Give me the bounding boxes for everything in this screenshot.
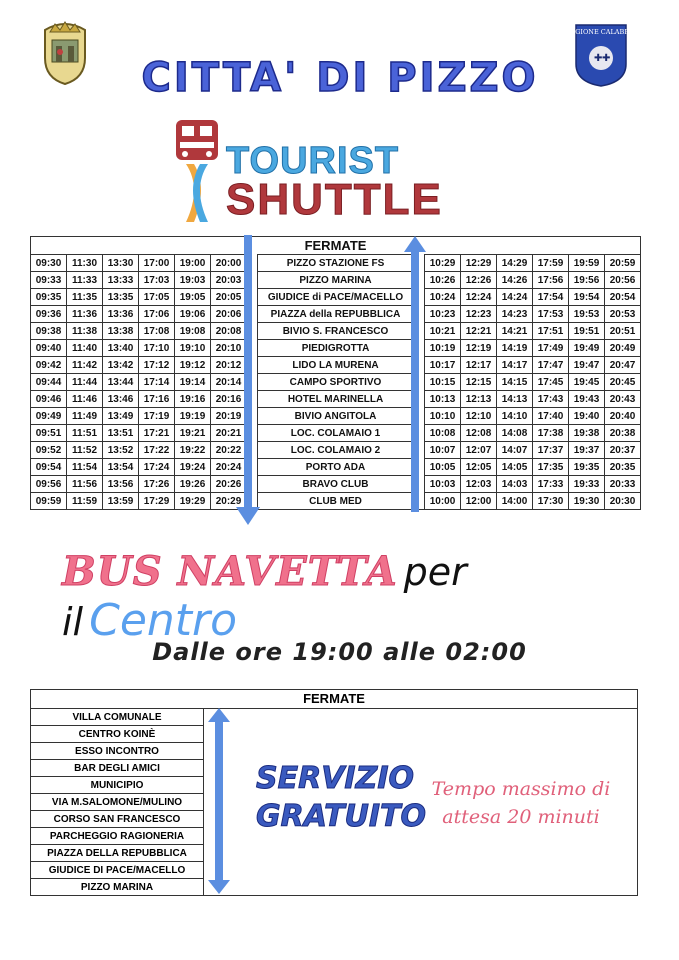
outbound-time-cell: 13:30 bbox=[103, 255, 139, 272]
outbound-time-cell: 17:19 bbox=[139, 408, 175, 425]
stop-name-cell: PIEDIGROTTA bbox=[258, 340, 414, 357]
return-time-cell: 14:29 bbox=[497, 255, 533, 272]
centro-stop-name: VIA M.SALOMONE/MULINO bbox=[31, 794, 204, 811]
return-time-cell: 10:15 bbox=[425, 374, 461, 391]
return-time-cell: 19:37 bbox=[569, 442, 605, 459]
outbound-time-cell: 11:59 bbox=[67, 493, 103, 510]
timetable-row bbox=[31, 272, 641, 289]
return-time-cell: 17:40 bbox=[533, 408, 569, 425]
outbound-time-cell: 17:14 bbox=[139, 374, 175, 391]
outbound-time-cell: 11:52 bbox=[67, 442, 103, 459]
centro-stop-row bbox=[31, 777, 204, 794]
return-time-cell: 19:51 bbox=[569, 323, 605, 340]
return-time-cell: 10:19 bbox=[425, 340, 461, 357]
shuttle-bus-icon bbox=[172, 118, 222, 224]
outbound-time-cell: 19:00 bbox=[175, 255, 211, 272]
return-time-cell: 10:13 bbox=[425, 391, 461, 408]
return-time-cell: 10:08 bbox=[425, 425, 461, 442]
return-time-cell: 12:26 bbox=[461, 272, 497, 289]
outbound-time-cell: 17:08 bbox=[139, 323, 175, 340]
outbound-time-cell: 13:51 bbox=[103, 425, 139, 442]
outbound-time-cell: 09:51 bbox=[31, 425, 67, 442]
return-time-cell: 17:35 bbox=[533, 459, 569, 476]
return-time-cell: 12:24 bbox=[461, 289, 497, 306]
return-time-cell: 10:17 bbox=[425, 357, 461, 374]
return-time-cell: 20:59 bbox=[605, 255, 641, 272]
stop-name-cell: PIZZO MARINA bbox=[258, 272, 414, 289]
centro-stop-name: VILLA COMUNALE bbox=[31, 709, 204, 726]
stop-name-cell: CAMPO SPORTIVO bbox=[258, 374, 414, 391]
centro-stop-row bbox=[31, 879, 204, 896]
outbound-time-cell: 09:35 bbox=[31, 289, 67, 306]
bus-navetta-heading bbox=[62, 548, 622, 646]
max-wait-text bbox=[430, 775, 612, 831]
outbound-time-cell: 11:33 bbox=[67, 272, 103, 289]
timetable-row bbox=[31, 357, 641, 374]
stop-name-cell: CLUB MED bbox=[258, 493, 414, 510]
return-time-cell: 19:33 bbox=[569, 476, 605, 493]
outbound-time-cell: 20:19 bbox=[211, 408, 247, 425]
return-time-cell: 19:53 bbox=[569, 306, 605, 323]
centro-stop-row bbox=[31, 794, 204, 811]
outbound-time-cell: 20:06 bbox=[211, 306, 247, 323]
per-il-label: per il bbox=[62, 550, 467, 644]
outbound-time-cell: 19:14 bbox=[175, 374, 211, 391]
outbound-time-cell: 20:10 bbox=[211, 340, 247, 357]
gratuito-line: GRATUITO bbox=[256, 799, 427, 834]
return-time-cell: 19:43 bbox=[569, 391, 605, 408]
return-time-cell: 17:54 bbox=[533, 289, 569, 306]
return-time-cell: 19:30 bbox=[569, 493, 605, 510]
outbound-time-cell: 17:22 bbox=[139, 442, 175, 459]
outbound-time-cell: 13:56 bbox=[103, 476, 139, 493]
return-time-cell: 10:26 bbox=[425, 272, 461, 289]
centro-label: Centro bbox=[89, 595, 238, 646]
outbound-time-cell: 17:06 bbox=[139, 306, 175, 323]
return-time-cell: 14:13 bbox=[497, 391, 533, 408]
outbound-time-cell: 13:36 bbox=[103, 306, 139, 323]
outbound-time-cell: 13:59 bbox=[103, 493, 139, 510]
outbound-time-cell: 17:10 bbox=[139, 340, 175, 357]
return-time-cell: 19:59 bbox=[569, 255, 605, 272]
outbound-time-cell: 19:24 bbox=[175, 459, 211, 476]
centro-stop-name: CENTRO KOINÈ bbox=[31, 726, 204, 743]
return-time-cell: 17:51 bbox=[533, 323, 569, 340]
city-crest-icon bbox=[40, 18, 90, 86]
return-time-cell: 14:24 bbox=[497, 289, 533, 306]
outbound-time-cell: 11:56 bbox=[67, 476, 103, 493]
timetable-header-row bbox=[31, 237, 641, 255]
timetable-header-blank-left bbox=[31, 237, 247, 255]
return-time-cell: 12:23 bbox=[461, 306, 497, 323]
return-time-cell: 17:56 bbox=[533, 272, 569, 289]
return-time-cell: 10:05 bbox=[425, 459, 461, 476]
return-time-cell: 12:08 bbox=[461, 425, 497, 442]
outbound-time-cell: 13:54 bbox=[103, 459, 139, 476]
outbound-time-cell: 20:12 bbox=[211, 357, 247, 374]
outbound-time-cell: 09:46 bbox=[31, 391, 67, 408]
outbound-time-cell: 20:08 bbox=[211, 323, 247, 340]
return-time-cell: 19:47 bbox=[569, 357, 605, 374]
timetable-row bbox=[31, 289, 641, 306]
return-time-cell: 19:38 bbox=[569, 425, 605, 442]
return-time-cell: 17:43 bbox=[533, 391, 569, 408]
outbound-time-cell: 13:35 bbox=[103, 289, 139, 306]
outbound-time-cell: 13:46 bbox=[103, 391, 139, 408]
return-time-cell: 12:10 bbox=[461, 408, 497, 425]
outbound-time-cell: 19:08 bbox=[175, 323, 211, 340]
timetable-row bbox=[31, 323, 641, 340]
servizio-gratuito-text bbox=[256, 760, 427, 836]
return-time-cell: 12:29 bbox=[461, 255, 497, 272]
return-time-cell: 14:07 bbox=[497, 442, 533, 459]
timetable-row bbox=[31, 493, 641, 510]
return-time-cell: 10:23 bbox=[425, 306, 461, 323]
outbound-time-cell: 11:36 bbox=[67, 306, 103, 323]
stop-name-cell: LOC. COLAMAIO 2 bbox=[258, 442, 414, 459]
outbound-time-cell: 17:12 bbox=[139, 357, 175, 374]
outbound-time-cell: 20:24 bbox=[211, 459, 247, 476]
return-time-cell: 12:21 bbox=[461, 323, 497, 340]
outbound-time-cell: 13:38 bbox=[103, 323, 139, 340]
centro-stop-row bbox=[31, 726, 204, 743]
return-time-cell: 20:43 bbox=[605, 391, 641, 408]
outbound-time-cell: 17:24 bbox=[139, 459, 175, 476]
stop-name-cell: PIZZO STAZIONE FS bbox=[258, 255, 414, 272]
return-time-cell: 12:05 bbox=[461, 459, 497, 476]
centro-stop-row bbox=[31, 845, 204, 862]
bus-navetta-label: BUS NAVETTA bbox=[62, 548, 398, 595]
return-time-cell: 17:47 bbox=[533, 357, 569, 374]
outbound-time-cell: 20:14 bbox=[211, 374, 247, 391]
outbound-time-cell: 20:29 bbox=[211, 493, 247, 510]
return-time-cell: 14:05 bbox=[497, 459, 533, 476]
return-time-cell: 12:03 bbox=[461, 476, 497, 493]
return-time-cell: 10:07 bbox=[425, 442, 461, 459]
return-time-cell: 12:13 bbox=[461, 391, 497, 408]
outbound-time-cell: 09:49 bbox=[31, 408, 67, 425]
outbound-time-cell: 09:44 bbox=[31, 374, 67, 391]
return-time-cell: 14:00 bbox=[497, 493, 533, 510]
return-time-cell: 17:45 bbox=[533, 374, 569, 391]
timetable-row bbox=[31, 459, 641, 476]
tempo-line-1: Tempo massimo di bbox=[431, 778, 611, 800]
return-time-cell: 20:56 bbox=[605, 272, 641, 289]
direction-arrow-up-icon bbox=[404, 236, 426, 512]
outbound-time-cell: 20:00 bbox=[211, 255, 247, 272]
outbound-time-cell: 11:54 bbox=[67, 459, 103, 476]
outbound-time-cell: 20:21 bbox=[211, 425, 247, 442]
centro-stop-name: PIZZO MARINA bbox=[31, 879, 204, 896]
outbound-time-cell: 09:59 bbox=[31, 493, 67, 510]
outbound-time-cell: 17:03 bbox=[139, 272, 175, 289]
timetable-row bbox=[31, 306, 641, 323]
return-time-cell: 20:37 bbox=[605, 442, 641, 459]
return-time-cell: 12:00 bbox=[461, 493, 497, 510]
outbound-time-cell: 09:30 bbox=[31, 255, 67, 272]
return-time-cell: 10:24 bbox=[425, 289, 461, 306]
logo-shuttle-text: SHUTTLE bbox=[226, 175, 443, 224]
return-time-cell: 20:47 bbox=[605, 357, 641, 374]
outbound-time-cell: 19:06 bbox=[175, 306, 211, 323]
return-time-cell: 20:33 bbox=[605, 476, 641, 493]
return-time-cell: 20:30 bbox=[605, 493, 641, 510]
return-time-cell: 14:23 bbox=[497, 306, 533, 323]
return-time-cell: 19:56 bbox=[569, 272, 605, 289]
return-time-cell: 10:10 bbox=[425, 408, 461, 425]
return-time-cell: 10:29 bbox=[425, 255, 461, 272]
outbound-time-cell: 13:42 bbox=[103, 357, 139, 374]
return-time-cell: 14:03 bbox=[497, 476, 533, 493]
centro-stop-row bbox=[31, 828, 204, 845]
outbound-time-cell: 11:49 bbox=[67, 408, 103, 425]
outbound-time-cell: 11:46 bbox=[67, 391, 103, 408]
outbound-time-cell: 17:00 bbox=[139, 255, 175, 272]
timetable-row bbox=[31, 374, 641, 391]
stop-name-cell: PORTO ADA bbox=[258, 459, 414, 476]
return-time-cell: 20:51 bbox=[605, 323, 641, 340]
return-time-cell: 14:10 bbox=[497, 408, 533, 425]
return-time-cell: 14:19 bbox=[497, 340, 533, 357]
outbound-time-cell: 20:05 bbox=[211, 289, 247, 306]
timetable-row bbox=[31, 476, 641, 493]
centro-stop-name: BAR DEGLI AMICI bbox=[31, 760, 204, 777]
outbound-time-cell: 13:49 bbox=[103, 408, 139, 425]
return-time-cell: 14:17 bbox=[497, 357, 533, 374]
timetable-header-blank-right bbox=[425, 237, 641, 255]
outbound-time-cell: 19:21 bbox=[175, 425, 211, 442]
stop-name-cell: PIAZZA della REPUBBLICA bbox=[258, 306, 414, 323]
outbound-time-cell: 09:54 bbox=[31, 459, 67, 476]
outbound-time-cell: 17:29 bbox=[139, 493, 175, 510]
return-time-cell: 19:40 bbox=[569, 408, 605, 425]
return-time-cell: 10:21 bbox=[425, 323, 461, 340]
outbound-time-cell: 13:52 bbox=[103, 442, 139, 459]
timetable-row bbox=[31, 425, 641, 442]
stop-name-cell: BIVIO ANGITOLA bbox=[258, 408, 414, 425]
timetable-row bbox=[31, 391, 641, 408]
outbound-time-cell: 09:42 bbox=[31, 357, 67, 374]
outbound-time-cell: 11:38 bbox=[67, 323, 103, 340]
timetable-row bbox=[31, 340, 641, 357]
return-time-cell: 17:53 bbox=[533, 306, 569, 323]
outbound-time-cell: 11:51 bbox=[67, 425, 103, 442]
city-title: CITTA' DI PIZZO bbox=[141, 55, 539, 101]
outbound-time-cell: 20:16 bbox=[211, 391, 247, 408]
timetable-header-fermate: FERMATE bbox=[258, 237, 414, 255]
tempo-line-2: attesa 20 minuti bbox=[442, 806, 600, 828]
stop-name-cell: BRAVO CLUB bbox=[258, 476, 414, 493]
return-time-cell: 19:49 bbox=[569, 340, 605, 357]
outbound-time-cell: 20:22 bbox=[211, 442, 247, 459]
stop-name-cell: GIUDICE di PACE/MACELLO bbox=[258, 289, 414, 306]
outbound-time-cell: 11:44 bbox=[67, 374, 103, 391]
service-hours: Dalle ore 19:00 alle 02:00 bbox=[152, 638, 527, 666]
return-time-cell: 20:54 bbox=[605, 289, 641, 306]
centro-stop-name: MUNICIPIO bbox=[31, 777, 204, 794]
outbound-time-cell: 09:52 bbox=[31, 442, 67, 459]
centro-stop-name: GIUDICE DI PACE/MACELLO bbox=[31, 862, 204, 879]
return-time-cell: 14:21 bbox=[497, 323, 533, 340]
return-time-cell: 10:03 bbox=[425, 476, 461, 493]
outbound-time-cell: 19:22 bbox=[175, 442, 211, 459]
return-time-cell: 20:38 bbox=[605, 425, 641, 442]
outbound-time-cell: 19:19 bbox=[175, 408, 211, 425]
outbound-time-cell: 09:38 bbox=[31, 323, 67, 340]
centro-fermate-header: FERMATE bbox=[30, 689, 638, 709]
centro-stops-list bbox=[30, 708, 204, 896]
stop-name-cell: LOC. COLAMAIO 1 bbox=[258, 425, 414, 442]
outbound-time-cell: 13:40 bbox=[103, 340, 139, 357]
return-time-cell: 20:53 bbox=[605, 306, 641, 323]
shuttle-timetable bbox=[30, 236, 641, 510]
outbound-time-cell: 11:40 bbox=[67, 340, 103, 357]
outbound-time-cell: 13:33 bbox=[103, 272, 139, 289]
return-time-cell: 14:15 bbox=[497, 374, 533, 391]
timetable-row bbox=[31, 255, 641, 272]
region-shield-icon bbox=[565, 22, 637, 88]
return-time-cell: 12:17 bbox=[461, 357, 497, 374]
centro-stop-row bbox=[31, 811, 204, 828]
timetable-row bbox=[31, 408, 641, 425]
return-time-cell: 20:49 bbox=[605, 340, 641, 357]
outbound-time-cell: 17:26 bbox=[139, 476, 175, 493]
centro-stop-name: PARCHEGGIO RAGIONERIA bbox=[31, 828, 204, 845]
svg-text:✚: ✚ bbox=[594, 53, 603, 64]
svg-text:✚: ✚ bbox=[602, 53, 611, 64]
return-time-cell: 19:35 bbox=[569, 459, 605, 476]
outbound-time-cell: 09:56 bbox=[31, 476, 67, 493]
return-time-cell: 17:59 bbox=[533, 255, 569, 272]
outbound-time-cell: 19:16 bbox=[175, 391, 211, 408]
return-time-cell: 14:26 bbox=[497, 272, 533, 289]
direction-arrow-down-icon bbox=[236, 235, 260, 525]
outbound-time-cell: 19:10 bbox=[175, 340, 211, 357]
outbound-time-cell: 09:40 bbox=[31, 340, 67, 357]
centro-stop-row bbox=[31, 743, 204, 760]
region-logo-text: REGIONE CALABRIA bbox=[565, 28, 637, 36]
centro-stop-name: CORSO SAN FRANCESCO bbox=[31, 811, 204, 828]
centro-stop-row bbox=[31, 709, 204, 726]
stop-name-cell: LIDO LA MURENA bbox=[258, 357, 414, 374]
return-time-cell: 17:37 bbox=[533, 442, 569, 459]
outbound-time-cell: 19:29 bbox=[175, 493, 211, 510]
return-time-cell: 20:40 bbox=[605, 408, 641, 425]
outbound-time-cell: 19:26 bbox=[175, 476, 211, 493]
centro-stop-row bbox=[31, 862, 204, 879]
centro-stop-name: PIAZZA DELLA REPUBBLICA bbox=[31, 845, 204, 862]
stop-name-cell: HOTEL MARINELLA bbox=[258, 391, 414, 408]
logo-tourist-text: TOURIST bbox=[226, 140, 400, 182]
return-time-cell: 19:45 bbox=[569, 374, 605, 391]
outbound-time-cell: 09:33 bbox=[31, 272, 67, 289]
return-time-cell: 17:38 bbox=[533, 425, 569, 442]
outbound-time-cell: 19:12 bbox=[175, 357, 211, 374]
servizio-line: SERVIZIO bbox=[256, 761, 414, 796]
return-time-cell: 17:49 bbox=[533, 340, 569, 357]
outbound-time-cell: 09:36 bbox=[31, 306, 67, 323]
double-arrow-icon bbox=[208, 708, 230, 894]
return-time-cell: 12:07 bbox=[461, 442, 497, 459]
outbound-time-cell: 20:26 bbox=[211, 476, 247, 493]
centro-stop-row bbox=[31, 760, 204, 777]
outbound-time-cell: 11:30 bbox=[67, 255, 103, 272]
outbound-time-cell: 13:44 bbox=[103, 374, 139, 391]
outbound-time-cell: 17:21 bbox=[139, 425, 175, 442]
outbound-time-cell: 19:05 bbox=[175, 289, 211, 306]
outbound-time-cell: 17:05 bbox=[139, 289, 175, 306]
return-time-cell: 17:30 bbox=[533, 493, 569, 510]
return-time-cell: 20:45 bbox=[605, 374, 641, 391]
return-time-cell: 12:15 bbox=[461, 374, 497, 391]
return-time-cell: 17:33 bbox=[533, 476, 569, 493]
outbound-time-cell: 17:16 bbox=[139, 391, 175, 408]
outbound-time-cell: 19:03 bbox=[175, 272, 211, 289]
timetable-row bbox=[31, 442, 641, 459]
return-time-cell: 12:19 bbox=[461, 340, 497, 357]
outbound-time-cell: 20:03 bbox=[211, 272, 247, 289]
stop-name-cell: BIVIO S. FRANCESCO bbox=[258, 323, 414, 340]
region-calabria-logo bbox=[565, 22, 637, 88]
outbound-time-cell: 11:35 bbox=[67, 289, 103, 306]
return-time-cell: 20:35 bbox=[605, 459, 641, 476]
return-time-cell: 14:08 bbox=[497, 425, 533, 442]
outbound-time-cell: 11:42 bbox=[67, 357, 103, 374]
centro-stop-name: ESSO INCONTRO bbox=[31, 743, 204, 760]
return-time-cell: 19:54 bbox=[569, 289, 605, 306]
return-time-cell: 10:00 bbox=[425, 493, 461, 510]
